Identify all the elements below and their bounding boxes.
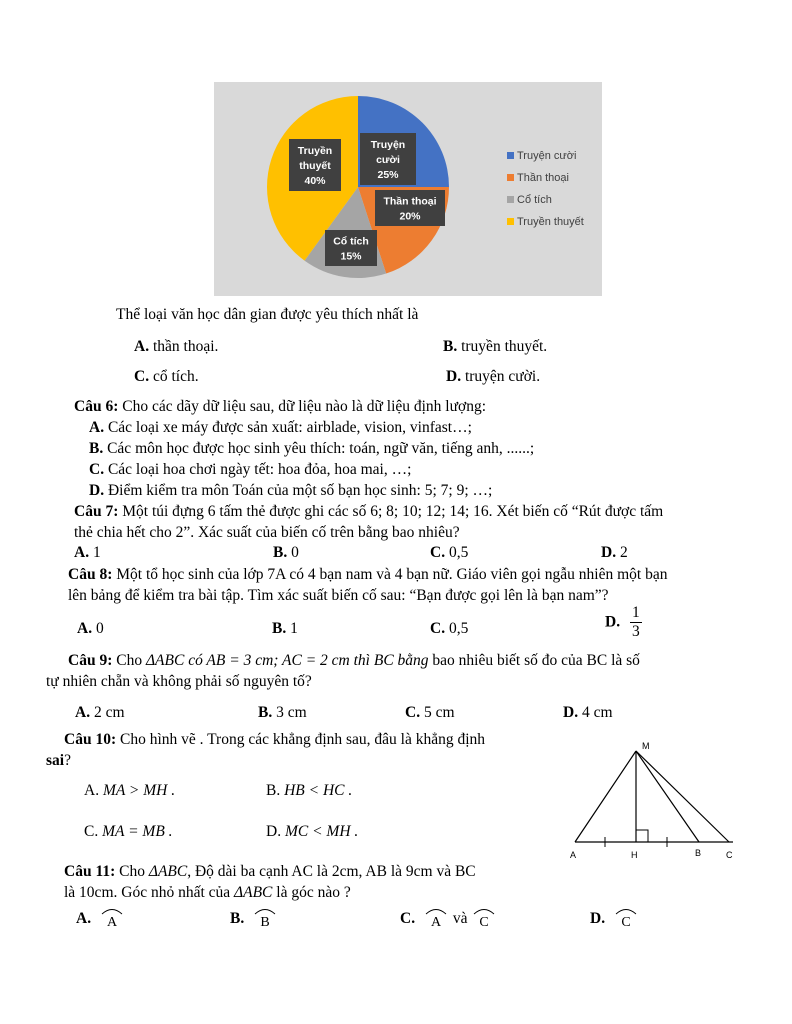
q7-option-a: A. 1 <box>74 544 101 561</box>
data-label-than-thoai <box>375 190 445 226</box>
q7-option-b: B. 0 <box>273 544 299 561</box>
data-label-text: Truyền <box>297 145 333 157</box>
q11-option-b: B. B <box>230 906 278 928</box>
q10-option-a: A. MA > MH . <box>84 782 176 799</box>
angle-A <box>423 906 449 928</box>
q5-option-d: D. truyện cười. <box>446 368 541 385</box>
q10-option-d: D. MC < MH . <box>266 823 359 840</box>
q11-line2: là 10cm. Góc nhỏ nhất của ΔABC là góc nào ? <box>64 884 351 901</box>
q10-line1: Câu 10: Cho hình vẽ . Trong các khẳng định sau, đâu là khẳng định <box>64 731 486 748</box>
angle-arc <box>474 910 494 915</box>
q6-stem: Câu 6: Cho các dãy dữ liệu sau, dữ liệu nào là dữ liệu định lượng: <box>74 398 487 415</box>
legend-swatch-truyen-cuoi <box>507 152 514 159</box>
legend-label-truyen-cuoi: Truyện cười <box>517 150 577 162</box>
q5-option-b: B. truyền thuyết. <box>443 338 548 355</box>
legend-label-than-thoai: Thần thoại <box>517 172 569 184</box>
q10-option-c: C. MA = MB . <box>84 823 173 840</box>
q8-line1: Câu 8: Một tổ học sinh của lớp 7A có 4 bạn nam và 4 bạn nữ. Giáo viên gọi ngẫu nhiên một bạn <box>68 566 668 583</box>
label-H: H <box>631 850 638 860</box>
legend-swatch-co-tich <box>507 196 514 203</box>
label-B: B <box>695 848 702 858</box>
legend-swatch-than-thoai <box>507 174 514 181</box>
q9-line1: Câu 9: Cho ΔABC có AB = 3 cm; AC = 2 cm thì BC bằng bao nhiêu biết số đo của BC là số <box>68 652 640 669</box>
angle-letter: C <box>621 915 631 928</box>
label-M: M <box>642 741 650 751</box>
q11-line1: Câu 11: Cho ΔABC, Độ dài ba cạnh AC là 2cm, AB là 9cm và BC <box>64 863 476 880</box>
angle-letter: C <box>479 915 490 928</box>
angle-arc <box>616 910 636 915</box>
q5-option-a: A. thần thoại. <box>134 338 219 355</box>
pie-chart-svg <box>214 82 602 296</box>
data-label-text: 15% <box>340 250 362 263</box>
q6-option-d: D. Điểm kiểm tra môn Toán của một số bạn học sinh: 5; 7; 9; …; <box>89 482 493 499</box>
q7-option-d: D. 2 <box>601 544 628 561</box>
angle-C <box>471 906 497 928</box>
legend-label-truyen-thuyet: Truyền thuyết <box>517 216 584 228</box>
angle-arc <box>426 910 446 915</box>
q9-option-b: B. 3 cm <box>258 704 307 721</box>
q8-option-b: B. 1 <box>272 620 298 637</box>
q7-option-c: C. 0,5 <box>430 544 469 561</box>
triangle-figure <box>565 738 745 864</box>
legend-label-co-tich: Cổ tích <box>517 194 552 206</box>
segment-MB <box>636 751 699 842</box>
q6-option-a: A. Các loại xe máy được sản xuất: airblade, vision, vinfast…; <box>89 419 472 436</box>
q9-option-a: A. 2 cm <box>75 704 125 721</box>
label-A: A <box>570 850 577 860</box>
q8-line2: lên bảng để kiểm tra bài tập. Tìm xác suất biến cố sau: “Bạn được gọi lên là bạn nam”? <box>68 587 609 604</box>
q11-option-d: D. C <box>590 906 639 928</box>
data-label-truyen-cuoi <box>360 133 416 185</box>
angle-arc <box>102 910 122 915</box>
data-label-text: 25% <box>377 169 399 181</box>
q11-option-a: A. A <box>76 906 125 928</box>
angle-C <box>613 906 639 928</box>
data-label-text: Truyện <box>370 139 406 151</box>
q8-option-d-fraction: $\frac{1}{3}$ <box>631 604 640 640</box>
legend-swatch-truyen-thuyet <box>507 218 514 225</box>
segment-MC <box>636 751 729 842</box>
q11-option-c: C. A và C <box>400 906 497 928</box>
q6-option-c: C. Các loại hoa chơi ngày tết: hoa đỏa, hoa mai, …; <box>89 461 412 478</box>
pie-legend <box>507 150 584 228</box>
q10-option-b: B. HB < HC . <box>266 782 353 799</box>
q5-stem: Thể loại văn học dân gian được yêu thích nhất là <box>116 306 419 323</box>
q8-option-a: A. 0 <box>77 620 104 637</box>
data-label-text: cười <box>376 154 400 166</box>
q10-line2: sai? <box>46 752 71 769</box>
q8-option-d: D. $\frac{1}{3}$ <box>605 604 640 640</box>
data-label-text: Cổ tích <box>333 235 369 248</box>
segment-MA <box>575 751 636 842</box>
q9-option-c: C. 5 cm <box>405 704 455 721</box>
q5-option-c: C. cổ tích. <box>134 368 199 385</box>
angle-B <box>252 906 278 928</box>
data-label-text: 40% <box>304 175 326 187</box>
label-C: C <box>726 850 733 860</box>
data-label-text: thuyết <box>299 160 331 172</box>
q9-line2: tự nhiên chẵn và không phải số nguyên tố? <box>46 673 312 690</box>
angle-A <box>99 906 125 928</box>
q8-option-c: C. 0,5 <box>430 620 469 637</box>
angle-letter: A <box>430 915 442 928</box>
right-angle-mark <box>636 830 648 842</box>
pie-chart <box>214 82 602 296</box>
q9-option-d: D. 4 cm <box>563 704 613 721</box>
data-label-text: 20% <box>399 210 421 223</box>
angle-arc <box>255 910 275 915</box>
q7-line1: Câu 7: Một túi đựng 6 tấm thẻ được ghi các số 6; 8; 10; 12; 14; 16. Xét biến cố “Rút được tấm <box>74 503 664 520</box>
angle-letter: A <box>106 915 118 928</box>
q6-option-b: B. Các môn học được học sinh yêu thích: toán, ngữ văn, tiếng anh, ......; <box>89 440 535 457</box>
q7-line2: thẻ chia hết cho 2”. Xác suất của biến cố trên bằng bao nhiêu? <box>74 524 460 541</box>
data-label-co-tich <box>325 230 377 266</box>
data-label-text: Thần thoại <box>383 195 437 208</box>
data-label-truyen-thuyet <box>289 139 341 191</box>
angle-letter: B <box>260 915 270 928</box>
